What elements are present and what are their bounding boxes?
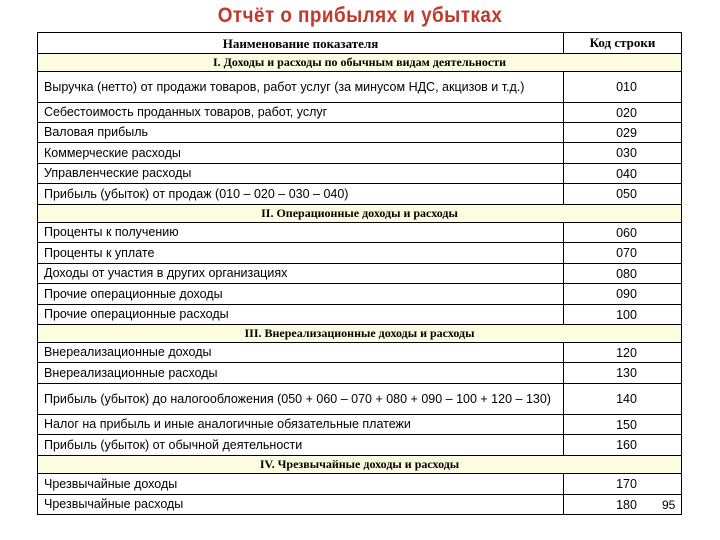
table-row xyxy=(38,304,681,324)
row-code: 140 xyxy=(616,392,637,406)
row-name: Прочие операционные расходы xyxy=(38,305,564,324)
row-name: Внереализационные доходы xyxy=(38,343,564,362)
table-row xyxy=(38,383,681,414)
table-row xyxy=(38,263,681,283)
row-code: 100 xyxy=(616,307,637,322)
row-code: 120 xyxy=(616,345,637,360)
row-name: Внереализационные расходы xyxy=(38,363,564,383)
row-code: 010 xyxy=(616,80,637,94)
row-name: Налог на прибыль и иные аналогичные обязательные платежи xyxy=(38,415,564,434)
table-row xyxy=(38,71,681,102)
row-code: 029 xyxy=(616,125,637,140)
table-row xyxy=(38,122,681,142)
table-row xyxy=(38,414,681,434)
table-row xyxy=(38,494,681,514)
table-header xyxy=(38,33,681,53)
row-name: Управленческие расходы xyxy=(38,164,564,183)
row-code: 040 xyxy=(616,166,637,181)
row-name: Прибыль (убыток) от продаж (010 – 020 – 030 – 040) xyxy=(38,184,564,204)
row-name: Проценты к уплате xyxy=(38,243,564,263)
row-code: 050 xyxy=(616,187,637,201)
table-row xyxy=(38,362,681,383)
row-name: Прибыль (убыток) от обычной деятельности xyxy=(38,435,564,455)
page-title: Отчёт о прибылях и убытках xyxy=(217,4,503,27)
page-number: 95 xyxy=(662,498,676,512)
row-code: 080 xyxy=(616,266,637,281)
table-row xyxy=(38,102,681,122)
row-name: Выручка (нетто) от продажи товаров, работ услуг (за минусом НДС, акцизов и т.д.) xyxy=(38,72,564,102)
row-code: 160 xyxy=(616,438,637,452)
header-code: Код строки xyxy=(589,35,656,50)
section-header: I. Доходы и расходы по обычным видам деятельности xyxy=(38,53,681,71)
row-code: 090 xyxy=(616,287,637,301)
section-header: IV. Чрезвычайные доходы и расходы xyxy=(38,455,681,473)
row-code: 150 xyxy=(616,417,637,432)
row-name: Чрезвычайные расходы xyxy=(38,495,564,514)
row-code: 030 xyxy=(616,146,637,160)
row-name: Валовая прибыль xyxy=(38,123,564,142)
row-name: Проценты к получению xyxy=(38,223,564,242)
row-code: 060 xyxy=(616,225,637,240)
table-row xyxy=(38,242,681,263)
table-row xyxy=(38,434,681,455)
row-code: 070 xyxy=(616,246,637,260)
row-name: Доходы от участия в других организациях xyxy=(38,264,564,283)
row-name: Прочие операционные доходы xyxy=(38,284,564,304)
row-code: 170 xyxy=(616,477,637,491)
header-name: Наименование показателя xyxy=(38,33,564,53)
section-header: III. Внереализационные доходы и расходы xyxy=(38,324,681,342)
section-header: II. Операционные доходы и расходы xyxy=(38,204,681,222)
table-row xyxy=(38,222,681,242)
table-row xyxy=(38,473,681,494)
row-name: Прибыль (убыток) до налогообложения (050 + 060 – 070 + 080 + 090 – 100 + 120 – 130) xyxy=(38,384,564,414)
report-table xyxy=(37,32,682,515)
row-name: Коммерческие расходы xyxy=(38,143,564,163)
table-row xyxy=(38,163,681,183)
table-row xyxy=(38,283,681,304)
row-name: Себестоимость проданных товаров, работ, услуг xyxy=(38,103,564,122)
table-row xyxy=(38,342,681,362)
row-code: 020 xyxy=(616,105,637,120)
table-row xyxy=(38,183,681,204)
row-name: Чрезвычайные доходы xyxy=(38,474,564,494)
row-code: 130 xyxy=(616,366,637,380)
row-code: 180 xyxy=(616,497,637,512)
table-row xyxy=(38,142,681,163)
